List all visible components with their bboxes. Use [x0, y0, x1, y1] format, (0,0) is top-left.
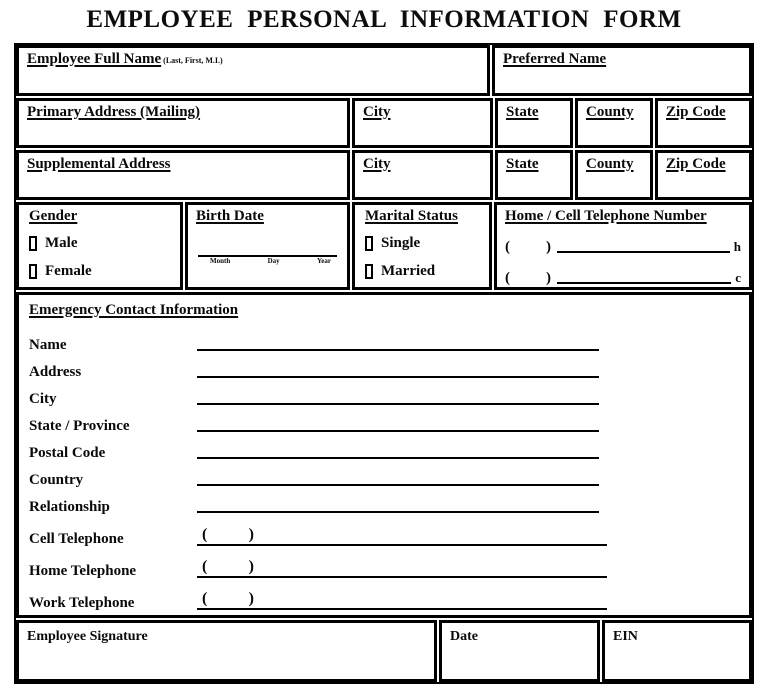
emergency-cell-phone-label: Cell Telephone: [29, 531, 124, 547]
day-label: Day: [267, 257, 280, 265]
primary-city-field[interactable]: [352, 98, 493, 148]
emergency-work-phone-row: [29, 580, 739, 612]
emergency-relationship-row: [29, 489, 739, 516]
emergency-city-label: City: [29, 391, 57, 407]
emergency-state-blank[interactable]: [197, 422, 599, 432]
employee-full-name-label: Employee Full Name: [27, 51, 162, 67]
date-field[interactable]: [439, 620, 600, 682]
birth-date-blank[interactable]: [198, 255, 337, 265]
month-label: Month: [210, 257, 231, 265]
date-label: Date: [450, 629, 478, 644]
emergency-name-label: Name: [29, 337, 67, 353]
cell-phone-suffix: c: [735, 270, 741, 285]
supplemental-state-field[interactable]: [495, 150, 573, 200]
single-label: Single: [381, 235, 421, 251]
form-title: EMPLOYEE PERSONAL INFORMATION FORM: [86, 6, 682, 33]
supplemental-county-label: County: [586, 156, 634, 172]
birth-date-field[interactable]: [185, 202, 350, 290]
gender-label: Gender: [29, 208, 78, 224]
supplemental-county-field[interactable]: [575, 150, 653, 200]
primary-county-label: County: [586, 104, 634, 120]
employee-full-name-hint: (Last, First, M.I.): [163, 56, 223, 65]
emergency-work-phone-label: Work Telephone: [29, 595, 135, 611]
emergency-cell-phone-parens[interactable]: ( ): [197, 526, 259, 546]
employee-full-name-field[interactable]: [16, 45, 490, 96]
emergency-country-label: Country: [29, 472, 84, 488]
emergency-work-phone-blank[interactable]: [259, 600, 607, 610]
gender-field: [16, 202, 183, 290]
ein-label: EIN: [613, 629, 638, 644]
emergency-home-phone-parens[interactable]: ( ): [197, 558, 259, 578]
birth-date-units: [198, 257, 337, 265]
emergency-city-row: [29, 381, 739, 408]
marital-status-label: Marital Status: [365, 208, 458, 224]
emergency-address-row: [29, 354, 739, 381]
home-phone-parens: ( ): [505, 239, 551, 255]
year-label: Year: [316, 257, 331, 265]
married-label: Married: [381, 263, 436, 279]
telephone-field: [494, 202, 752, 290]
emergency-cell-phone-row: [29, 516, 739, 548]
emergency-home-phone-row: [29, 548, 739, 580]
emergency-work-phone-parens[interactable]: ( ): [197, 590, 259, 610]
emergency-address-label: Address: [29, 364, 82, 380]
cell-phone-row[interactable]: [505, 263, 741, 287]
emergency-home-phone-blank[interactable]: [259, 568, 607, 578]
male-label: Male: [45, 235, 78, 251]
emergency-state-label: State / Province: [29, 418, 130, 434]
supplemental-zip-label: Zip Code: [666, 156, 726, 172]
emergency-postal-row: [29, 435, 739, 462]
gender-option-male[interactable]: [29, 234, 170, 253]
row-employee-name: [16, 45, 752, 96]
gender-option-female[interactable]: [29, 262, 170, 281]
home-phone-blank[interactable]: [557, 243, 730, 253]
supplemental-address-label: Supplemental Address: [27, 156, 171, 172]
telephone-label: Home / Cell Telephone Number: [505, 208, 707, 224]
emergency-country-row: [29, 462, 739, 489]
emergency-relationship-label: Relationship: [29, 499, 110, 515]
row-supplemental-address: [16, 150, 752, 200]
marital-status-field: [352, 202, 492, 290]
emergency-postal-label: Postal Code: [29, 445, 106, 461]
form-table: [14, 43, 754, 684]
primary-zip-field[interactable]: [655, 98, 752, 148]
supplemental-address-field[interactable]: [16, 150, 350, 200]
primary-zip-label: Zip Code: [666, 104, 726, 120]
marital-option-single[interactable]: [365, 234, 479, 253]
primary-city-label: City: [363, 104, 391, 120]
emergency-contact-heading: Emergency Contact Information: [29, 302, 239, 318]
emergency-country-blank[interactable]: [197, 476, 599, 486]
employee-signature-field[interactable]: [16, 620, 437, 682]
primary-county-field[interactable]: [575, 98, 653, 148]
emergency-name-row: [29, 327, 739, 354]
row-personal-details: [16, 202, 752, 290]
emergency-postal-blank[interactable]: [197, 449, 599, 459]
ein-field[interactable]: [602, 620, 752, 682]
supplemental-zip-field[interactable]: [655, 150, 752, 200]
preferred-name-field[interactable]: [492, 45, 752, 96]
primary-state-field[interactable]: [495, 98, 573, 148]
primary-address-label: Primary Address (Mailing): [27, 104, 201, 120]
emergency-home-phone-label: Home Telephone: [29, 563, 137, 579]
employee-signature-label: Employee Signature: [27, 629, 148, 644]
supplemental-state-label: State: [506, 156, 539, 172]
male-checkbox-icon[interactable]: [29, 236, 37, 251]
emergency-contact-section: [16, 292, 752, 618]
emergency-cell-phone-blank[interactable]: [259, 536, 607, 546]
row-footer: [16, 620, 752, 682]
row-emergency-contact: [16, 292, 752, 618]
primary-address-field[interactable]: [16, 98, 350, 148]
supplemental-city-label: City: [363, 156, 391, 172]
emergency-state-row: [29, 408, 739, 435]
marital-option-married[interactable]: [365, 262, 479, 281]
birth-date-label: Birth Date: [196, 208, 264, 224]
emergency-address-blank[interactable]: [197, 368, 599, 378]
emergency-relationship-blank[interactable]: [197, 503, 599, 513]
married-checkbox-icon[interactable]: [365, 264, 373, 279]
preferred-name-label: Preferred Name: [503, 51, 607, 67]
female-label: Female: [45, 263, 92, 279]
home-phone-row[interactable]: [505, 232, 741, 256]
primary-state-label: State: [506, 104, 539, 120]
home-phone-suffix: h: [733, 239, 741, 254]
emergency-name-blank[interactable]: [197, 341, 599, 351]
emergency-city-blank[interactable]: [197, 395, 599, 405]
female-checkbox-icon[interactable]: [29, 264, 37, 279]
cell-phone-parens: ( ): [505, 270, 551, 286]
single-checkbox-icon[interactable]: [365, 236, 373, 251]
cell-phone-blank[interactable]: [557, 274, 731, 284]
row-primary-address: [16, 98, 752, 148]
supplemental-city-field[interactable]: [352, 150, 493, 200]
